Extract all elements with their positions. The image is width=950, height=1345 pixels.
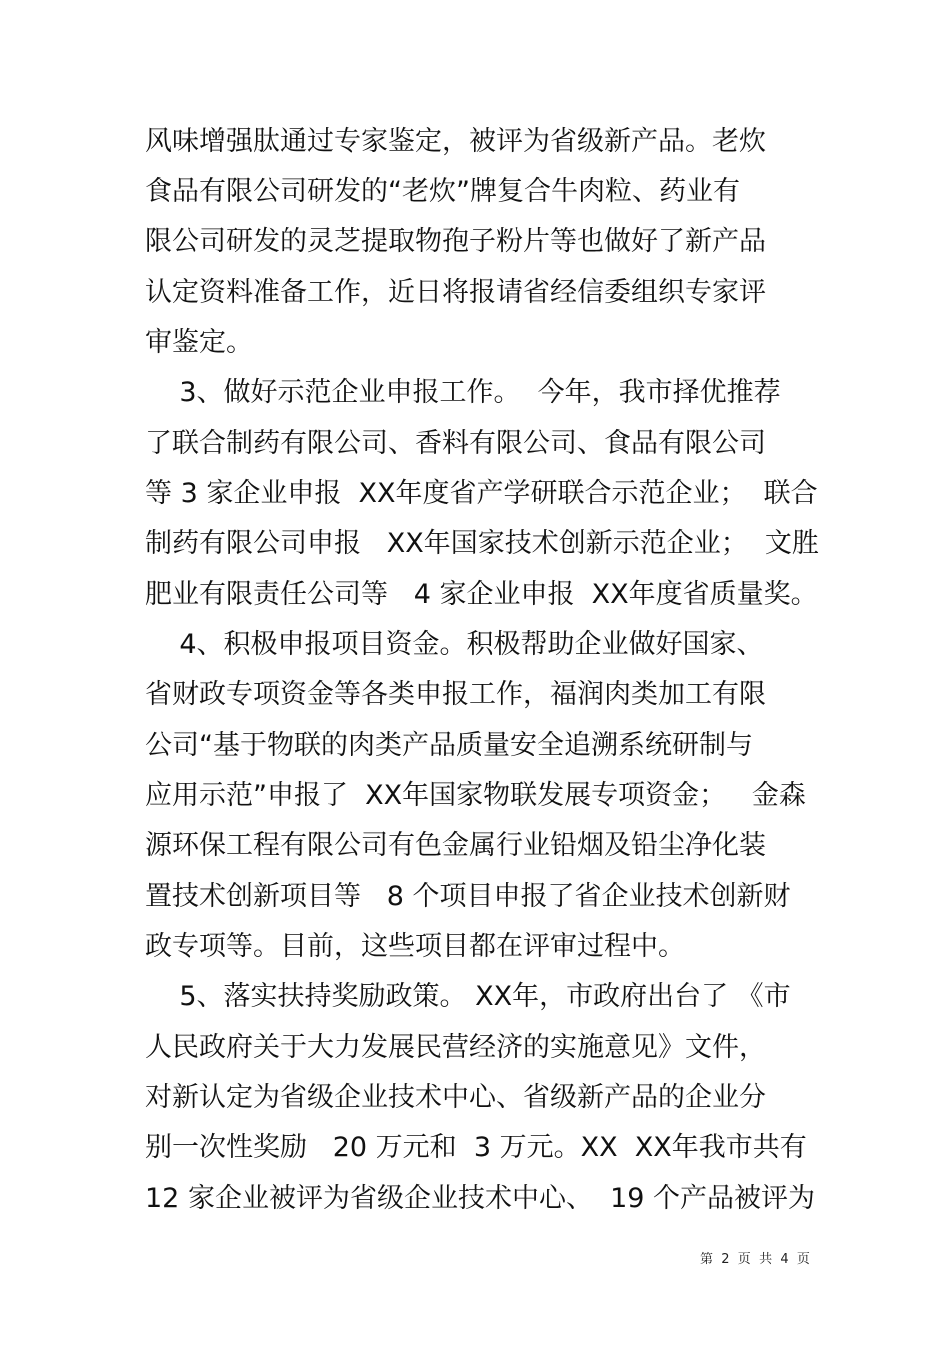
body-text-line: 政专项等。目前，这些项目都在评审过程中。: [145, 931, 685, 962]
body-text-line: 制药有限公司申报 XX年国家技术创新示范企业； 文胜: [145, 528, 819, 559]
body-text-line: 风味增强肽通过专家鉴定，被评为省级新产品。老炊: [145, 126, 766, 157]
body-text-line: 认定资料准备工作，近日将报请省经信委组织专家评: [145, 277, 766, 308]
body-text-line: 人民政府关于大力发展民营经济的实施意见》文件，: [145, 1032, 766, 1063]
body-text-line: 别一次性奖励 20 万元和 3 万元。XX XX年我市共有: [145, 1132, 807, 1163]
body-text-line: 应用示范”申报了 XX年国家物联发展专项资金； 金森: [145, 780, 806, 811]
body-text-line: 对新认定为省级企业技术中心、省级新产品的企业分: [145, 1082, 766, 1113]
body-text-line: 限公司研发的灵芝提取物孢子粉片等也做好了新产品: [145, 226, 766, 257]
body-text-line: 省财政专项资金等各类申报工作，福润肉类加工有限: [145, 679, 766, 710]
page-number-footer: 第 2 页 共 4 页: [700, 1252, 810, 1267]
body-text-line: 3、做好示范企业申报工作。 今年，我市择优推荐: [145, 377, 781, 408]
body-text-line: 等 3 家企业申报 XX年度省产学研联合示范企业； 联合: [145, 478, 818, 509]
body-text-line: 食品有限公司研发的“老炊”牌复合牛肉粒、药业有: [145, 176, 740, 207]
body-text-line: 肥业有限责任公司等 4 家企业申报 XX年度省质量奖。: [145, 579, 818, 610]
body-text-line: 了联合制药有限公司、香料有限公司、食品有限公司: [145, 428, 766, 459]
body-text-line: 12 家企业被评为省级企业技术中心、 19 个产品被评为: [145, 1183, 816, 1214]
body-text-line: 4、积极申报项目资金。积极帮助企业做好国家、: [145, 629, 764, 660]
body-text-line: 置技术创新项目等 8 个项目申报了省企业技术创新财: [145, 881, 791, 912]
body-text-line: 审鉴定。: [145, 327, 253, 358]
body-text-line: 源环保工程有限公司有色金属行业铅烟及铅尘净化装: [145, 830, 766, 861]
body-text-line: 5、落实扶持奖励政策。 XX年，市政府出台了 《市: [145, 981, 791, 1012]
body-text-line: 公司“基于物联的肉类产品质量安全追溯系统研制与: [145, 730, 753, 761]
